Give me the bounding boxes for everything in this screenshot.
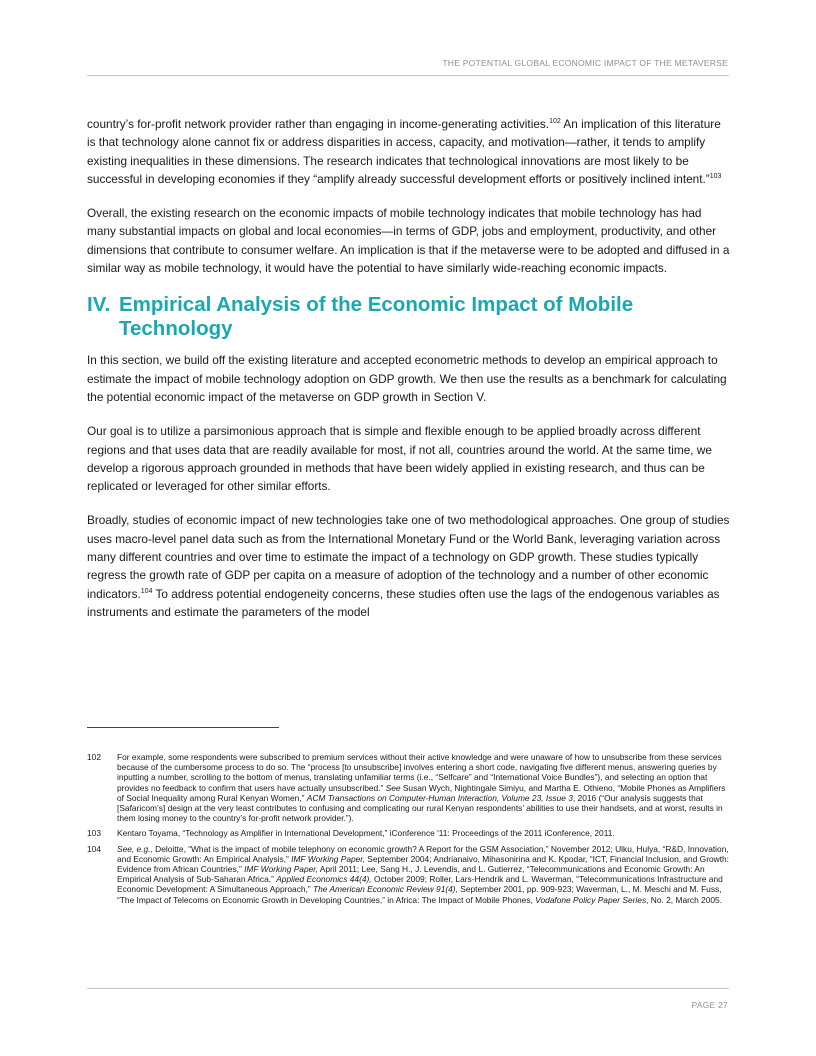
paragraph-text: Broadly, studies of economic impact of new technologies take one of two methodological approaches. One group of studies uses macro-level panel data such as from the International Monetary Fund or the World Bank, leveraging variation across many different countries and over time to estimate the impact of a technology on GDP growth. These studies typically regress the growth rate of GDP per capita on a measure of adoption of the technology and a number of other economic indicators.: [87, 513, 730, 601]
paragraph-4: Our goal is to utilize a parsimonious approach that is simple and flexible enough to be applied broadly across different regions and that uses data that are readily available for most, if not all, countries around the world. At the same time, we develop a rigorous approach grounded in methods that have been widely applied in existing research, and thus can be replicated or leveraged for other similar efforts.: [87, 424, 712, 494]
paragraph-text: country’s for-profit network provider rather than engaging in income-generating activities.: [87, 117, 550, 131]
footnote-text: [117, 752, 732, 823]
page-number: PAGE 27: [691, 1000, 728, 1010]
footnote-text-part: Deloitte, “What is the impact of mobile telephony on economic growth? A Report for the GSM Association,” November 2012; Ulku, Hulya, “R&D, Innovation, and Economic Growth: An Empirical Analysis,”: [117, 843, 729, 864]
paragraph-3: In this section, we build off the existing literature and accepted econometric methods to develop an empirical approach to estimate the impact of mobile technology adoption on GDP growth. We then use the results as a benchmark for calculating the potential economic impact of the metaverse on GDP growth in Section V.: [87, 353, 727, 404]
header-divider: [87, 75, 729, 76]
footnote-ref-104[interactable]: 104: [140, 587, 153, 595]
footnote-text-part: September 2001, pp. 909-923; Waverman, L., M. Meschi and M. Fuss, “The Impact of Telecoms on Economic Growth in Developing Countries,” in Africa: The Impact of Mobile Phones,: [117, 884, 722, 905]
footnote-see: See, e.g.,: [117, 843, 153, 854]
footnote-text-part: For example, some respondents were subscribed to premium services without their active knowledge and were unaware of how to unsubscribe from these services because of the cumbersome process to do so. The “process [to unsubscribe] involves entering a short code, navigating five different menus, answering queries by inputting a number, scrolling to the bottom of menus, translating unfamiliar terms (i.e., “Selfcare” and “International Voice Bundles”), and selecting an option that provides no feedback to confirm that users have actually unsubscribed.”: [117, 752, 722, 793]
footnote-102: [87, 752, 732, 823]
section-title: Empirical Analysis of the Economic Impact of Mobile Technology: [119, 293, 634, 341]
paragraph-text: An implication of this literature is that technology alone cannot fix or address disparities in access, capacity, and motivation—rather, it tends to amplify existing inequalities in these dimensions. The research indicates that technological innovations are most likely to be successful in developing economies if they “amplify already successful development efforts or positively inclined intent.”: [87, 117, 721, 186]
footnote-text-part: April 2011; Lee, Sang H., J. Levendis, and L. Gutierrez, “Telecommunications and Economic Growth: An Empirical Analysis of Sub-Saharan Africa,”: [117, 864, 705, 885]
footnote-104: [87, 844, 732, 905]
main-content: [87, 115, 732, 637]
paragraph-2: Overall, the existing research on the economic impacts of mobile technology indicates that mobile technology has had many substantial impacts on global and local economies—in terms of GDP, jobs and employment, productivity, and other dimensions that contribute to consumer welfare. An implication is that if the metaverse were to be adopted and diffused in a similar way as mobile technology, it would have the potential to have similarly wide-reaching economic impacts.: [87, 206, 730, 276]
footnote-number: 102: [87, 752, 101, 762]
footnote-divider: [87, 727, 279, 728]
footnote-text-part: , No. 2, March 2005.: [646, 894, 723, 905]
footnote-journal: IMF Working Paper,: [244, 864, 318, 875]
section-number: IV.: [87, 293, 111, 317]
paragraph-5: [87, 511, 732, 621]
footnote-ref-102[interactable]: 102: [549, 118, 561, 126]
footnote-ref-103[interactable]: 103: [709, 172, 722, 180]
footnote-journal: Applied Economics 44(4),: [276, 874, 372, 885]
footnote-text: [117, 844, 732, 905]
section-heading: [87, 293, 732, 341]
paragraph-1: [87, 115, 732, 188]
footnote-text-part: , 2016 (“Our analysis suggests that [Safaricom’s] design at the very least contributes to confusing and complicating our rural Kenyan respondents’ abilities to use their handsets, and at worst, results in them losing money to the country’s for-profit network provider.”).: [117, 792, 723, 824]
footnote-number: 103: [87, 828, 101, 839]
footnote-journal: The American Economic Review 91(4),: [313, 884, 458, 895]
footnote-number: 104: [87, 843, 101, 854]
footnote-see: See: [385, 782, 401, 793]
footnote-text-part: Susan Wych, Nightingale Simiyu, and Martha E. Othieno, “Mobile Phones as Amplifiers of Social Inequality among Rural Kenyan Women,”: [117, 782, 726, 803]
footnote-text-part: October 2009; Roller, Lars-Hendrik and L. Waverman, “Telecommunications Infrastructure and Economic Development: A Simultaneous Approach,”: [117, 874, 723, 895]
footnote-103: [87, 828, 732, 838]
footnote-journal: Vodafone Policy Paper Series: [535, 894, 647, 905]
footer-divider: [87, 988, 729, 989]
footnote-journal: IMF Working Paper,: [291, 853, 365, 864]
footnote-journal: ACM Transactions on Computer-Human Interaction, Volume 23, Issue 3: [306, 792, 573, 803]
footnote-text-part: September 2004; Andrianaivo, Mihasonirina and K. Kpodar, “ICT, Financial Inclusion, and Growth: Evidence from African Countries,”: [117, 853, 730, 875]
running-header: THE POTENTIAL GLOBAL ECONOMIC IMPACT OF THE METAVERSE: [442, 58, 728, 68]
footnote-text: Kentaro Toyama, “Technology as Amplifier in International Development,” iConference '11: Proceedings of the 2011 iConference, 2011.: [117, 828, 615, 839]
paragraph-text: To address potential endogeneity concerns, these studies often use the lags of the endogenous variables as instruments and estimate the parameters of the model: [87, 586, 720, 619]
footnotes: [87, 752, 732, 910]
